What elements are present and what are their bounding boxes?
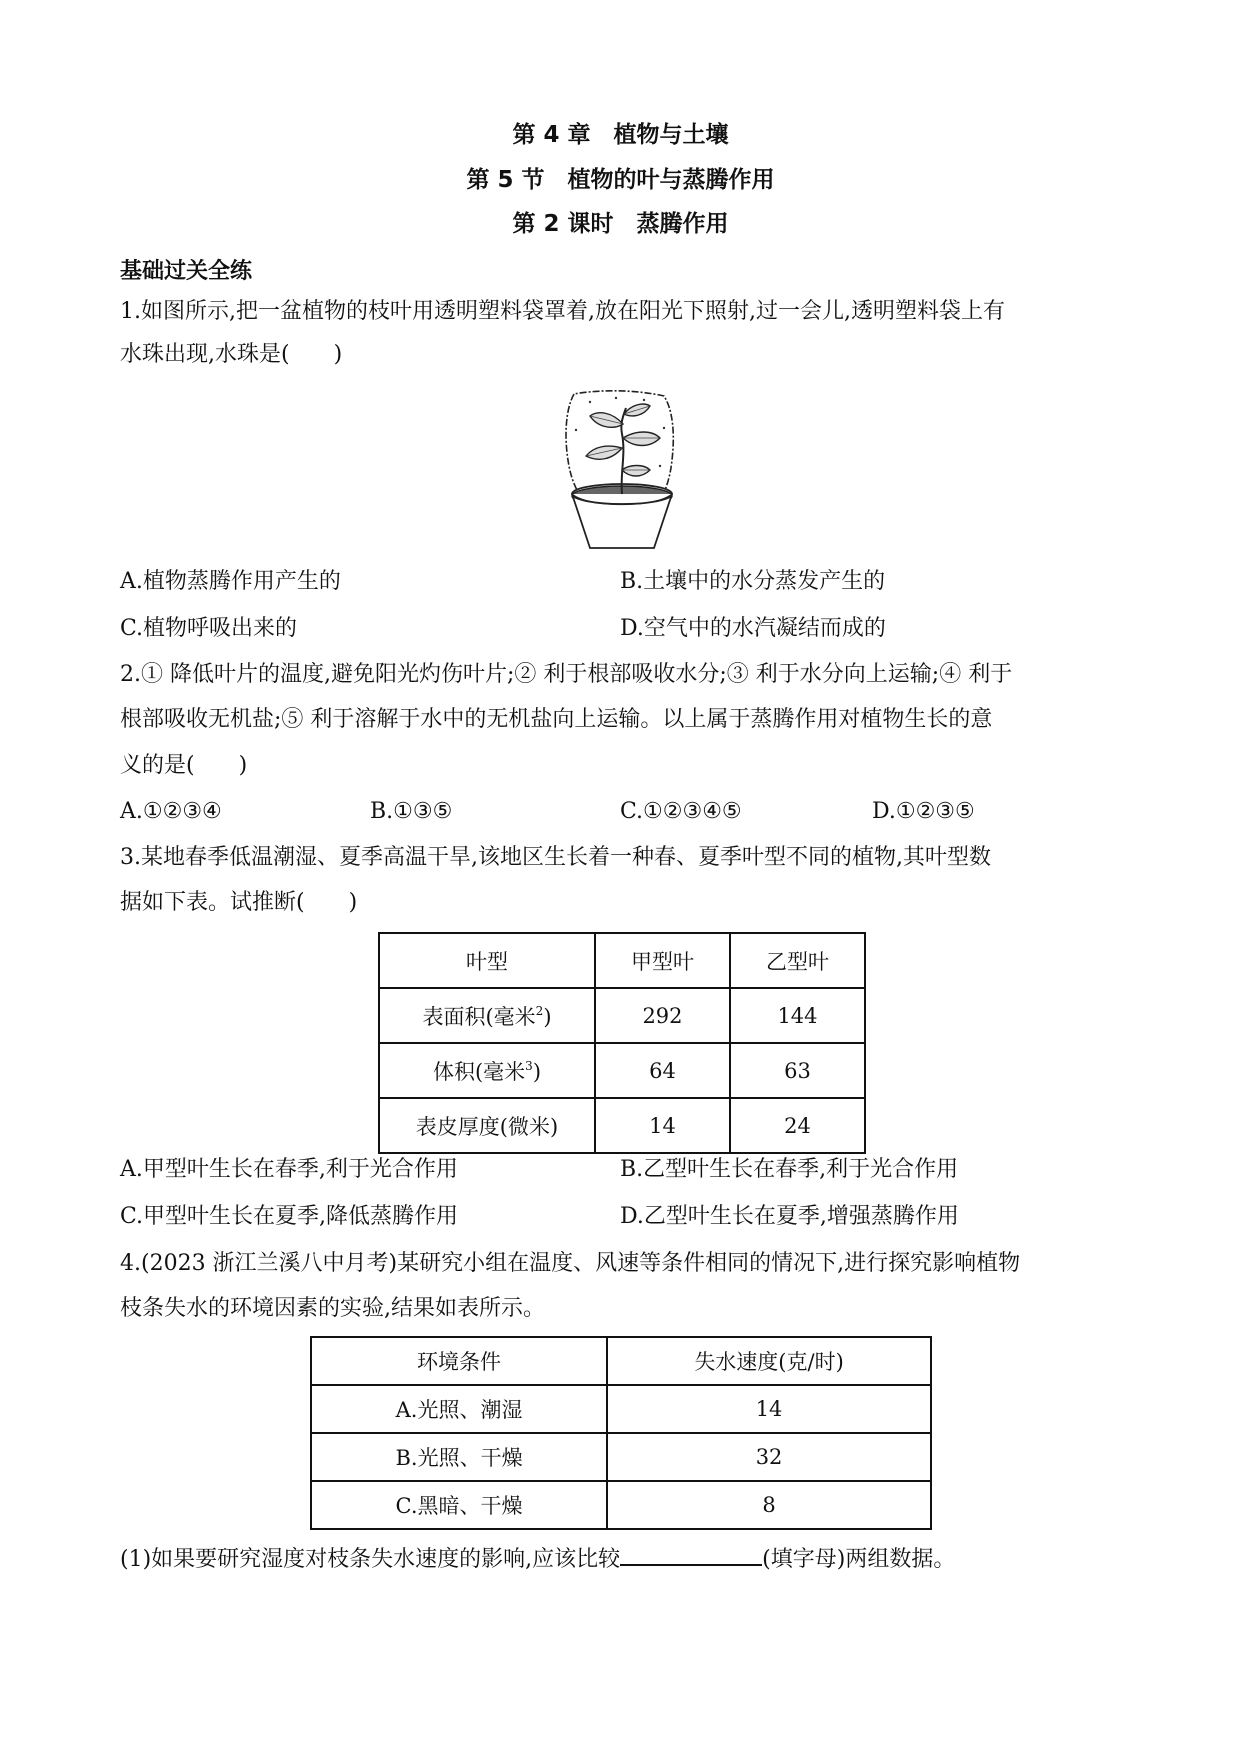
plant-bag-figure [560,388,685,554]
chapter-heading: 第 4 章 植物与土壤 [512,122,729,148]
table-row [379,1043,865,1098]
q1-option-b: B.土壤中的水分蒸发产生的 [620,569,886,594]
q1-option-c: C.植物呼吸出来的 [120,616,298,641]
unit-superscript: 3 [525,1058,533,1073]
table-cell: 14 [607,1385,931,1433]
q4-stem-line1: 4.(2023 浙江兰溪八中月考)某研究小组在温度、风速等条件相同的情况下,进行探究影响植物 [120,1251,1021,1276]
q3-option-a: A.甲型叶生长在春季,利于光合作用 [120,1157,458,1182]
table-cell [379,1043,595,1098]
row-label-tail: ) [532,1059,542,1084]
table-cell: 32 [607,1433,931,1481]
q2-option-b: B.①③⑤ [370,799,453,824]
q3-stem-line2: 据如下表。试推断( ) [120,890,358,915]
q3-option-b: B.乙型叶生长在春季,利于光合作用 [620,1157,959,1182]
table-cell: A.光照、潮湿 [311,1385,607,1433]
table-cell: 144 [730,988,865,1043]
section-label: 基础过关全练 [120,259,253,284]
lesson-heading: 第 2 课时 蒸腾作用 [512,211,729,237]
table-header-cell: 环境条件 [311,1337,607,1385]
table-header-cell: 甲型叶 [595,933,730,988]
table-cell: 14 [595,1098,730,1153]
table-cell: 63 [730,1043,865,1098]
q4-stem-line2: 枝条失水的环境因素的实验,结果如表所示。 [120,1296,545,1321]
row-label-tail: ) [543,1004,552,1029]
q2-stem-line3: 义的是( ) [120,753,248,778]
q2-option-a: A.①②③④ [120,799,222,824]
q1-option-a: A.植物蒸腾作用产生的 [120,569,341,594]
table-header-row [379,933,865,988]
answer-blank[interactable] [620,1540,762,1566]
table-row [311,1481,931,1529]
table-header-cell: 失水速度(克/时) [607,1337,931,1385]
table-cell: 24 [730,1098,865,1153]
table-cell: 8 [607,1481,931,1529]
table-header-row [311,1337,931,1385]
table-row [379,988,865,1043]
q3-stem-line1: 3.某地春季低温潮湿、夏季高温干旱,该地区生长着一种春、夏季叶型不同的植物,其叶型数 [120,845,991,870]
q3-option-d: D.乙型叶生长在夏季,增强蒸腾作用 [620,1204,959,1229]
table-cell: B.光照、干燥 [311,1433,607,1481]
table-row [379,1098,865,1153]
table-row [311,1385,931,1433]
q2-stem-line1: 2.① 降低叶片的温度,避免阳光灼伤叶片;② 利于根部吸收水分;③ 利于水分向上运输;④ 利于 [120,662,1013,687]
table-row [311,1433,931,1481]
table-cell: 64 [595,1043,730,1098]
sub1-text-after: (填字母)两组数据。 [762,1547,956,1572]
table-cell: 292 [595,988,730,1043]
row-label: 体积(毫米 [432,1059,526,1084]
row-label: 表面积(毫米 [422,1004,536,1029]
table-cell [379,988,595,1043]
table-header-cell: 叶型 [379,933,595,988]
q1-option-d: D.空气中的水汽凝结而成的 [620,616,886,641]
q2-option-c: C.①②③④⑤ [620,799,742,824]
table-cell: C.黑暗、干燥 [311,1481,607,1529]
table-header-cell: 乙型叶 [730,933,865,988]
q1-stem-line1: 1.如图所示,把一盆植物的枝叶用透明塑料袋罩着,放在阳光下照射,过一会儿,透明塑料袋上有 [120,299,1005,324]
q4-subquestion-1 [120,1540,1130,1575]
water-loss-table [310,1336,932,1530]
q3-option-c: C.甲型叶生长在夏季,降低蒸腾作用 [120,1204,459,1229]
unit-superscript: 2 [535,1003,544,1018]
sub1-text-before: (1)如果要研究湿度对枝条失水速度的影响,应该比较 [120,1547,621,1572]
table-cell: 表皮厚度(微米) [379,1098,595,1153]
section-heading: 第 5 节 植物的叶与蒸腾作用 [466,167,775,193]
leaf-type-table [378,932,866,1154]
q1-stem-line2: 水珠出现,水珠是( ) [120,342,343,367]
q2-option-d: D.①②③⑤ [872,799,975,824]
q2-stem-line2: 根部吸收无机盐;⑤ 利于溶解于水中的无机盐向上运输。以上属于蒸腾作用对植物生长的意 [120,707,993,732]
